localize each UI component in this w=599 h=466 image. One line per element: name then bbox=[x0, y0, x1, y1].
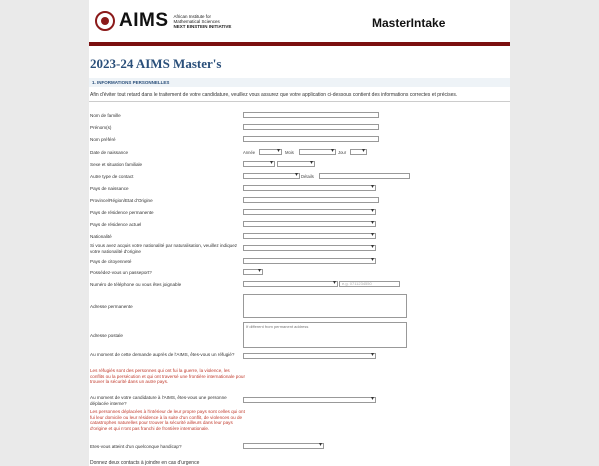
mois-select[interactable] bbox=[299, 149, 336, 155]
nationalite-origine-select[interactable] bbox=[243, 245, 376, 251]
label-prenoms: Prénom(s) bbox=[90, 125, 112, 130]
emergency-contacts-text: Donnez deux contacts à joindre en cas d'urgence bbox=[90, 460, 200, 466]
province-input[interactable] bbox=[243, 197, 379, 203]
logo-subtitle bbox=[174, 14, 232, 29]
citoyennete-select[interactable] bbox=[243, 258, 376, 264]
label-telephone: Numéro de téléphone ou vous êtes joignable bbox=[90, 282, 182, 287]
label-province: Province/Région/Etat d'Origine bbox=[90, 198, 153, 203]
nom-famille-input[interactable] bbox=[243, 112, 379, 118]
contact-details-input[interactable] bbox=[319, 173, 410, 179]
sexe-select[interactable] bbox=[243, 161, 275, 167]
nom-prefere-input[interactable] bbox=[243, 136, 379, 142]
label-handicap: Etes-vous atteint d'un quelconque handicap? bbox=[90, 444, 182, 449]
nationalite-select[interactable] bbox=[243, 233, 376, 239]
divider bbox=[89, 101, 510, 102]
label-residence-act: Pays de résidence actuel bbox=[90, 222, 142, 227]
label-annee: Année bbox=[243, 150, 256, 155]
intro-text: Afin d'éviter tout retard dans le traitement de votre candidature, veuillez vous assurez que votre application ci-dessous contient des informations correctes et précises. bbox=[90, 92, 458, 98]
section-title: 1. INFORMATIONS PERSONNELLES bbox=[89, 78, 510, 87]
residence-act-select[interactable] bbox=[243, 221, 376, 227]
label-residence-perm: Pays de résidence permanente bbox=[90, 210, 154, 215]
label-sexe: Sexe et situation familiale bbox=[90, 162, 143, 167]
adresse-perm-textarea[interactable] bbox=[243, 294, 407, 318]
label-pays-naissance: Pays de naissance bbox=[90, 186, 129, 191]
label-date-naissance: Date de naissance bbox=[90, 150, 129, 155]
aims-logo-icon bbox=[95, 11, 115, 31]
prenoms-input[interactable] bbox=[243, 124, 379, 130]
label-adresse-postale: Adresse postale bbox=[90, 333, 123, 338]
label-contact: Autre type de contact bbox=[90, 174, 134, 179]
label-adresse-perm: Adresse permanente bbox=[90, 304, 133, 309]
deplacee-select[interactable] bbox=[243, 397, 376, 403]
residence-perm-select[interactable] bbox=[243, 209, 376, 215]
refugie-select[interactable] bbox=[243, 353, 376, 359]
label-nom-prefere: Nom préféré bbox=[90, 137, 116, 142]
label-mois: Mois bbox=[285, 150, 294, 155]
label-passeport: Possédez-vous un passeport? bbox=[90, 270, 152, 275]
telephone-pays-select[interactable] bbox=[243, 281, 338, 287]
logo-sub-line: NEXT EINSTEIN INITIATIVE bbox=[173, 23, 232, 29]
pays-naissance-select[interactable] bbox=[243, 185, 376, 191]
deplacee-note: Les personnes déplacées à l'intérieur de leur propre pays sont celles qui ont fui leur domicile ou leur résidence à la suite d'un conflit, de violences ou de catastrophes naturelles pour trouver la sécurité ailleurs dans leur pays d'origine et qui n'ont pas franchi de frontière internationale. bbox=[90, 409, 245, 431]
jour-select[interactable] bbox=[350, 149, 367, 155]
aims-logo bbox=[95, 10, 231, 32]
label-nationalite: Nationalité bbox=[90, 234, 112, 239]
label-jour: Jour bbox=[338, 150, 347, 155]
contact-type-select[interactable] bbox=[243, 173, 300, 179]
telephone-input[interactable]: e.g. 0711234550 bbox=[339, 281, 400, 287]
page-title: 2023-24 AIMS Master's bbox=[90, 56, 222, 71]
label-deplacee: Au moment de votre candidature à l'AIMS, êtes-vous une personne déplacée interne? bbox=[90, 395, 227, 406]
app-title: MasterIntake bbox=[372, 16, 446, 30]
annee-select[interactable] bbox=[259, 149, 282, 155]
label-nom-famille: Nom de famille bbox=[90, 113, 121, 118]
situation-select[interactable] bbox=[277, 161, 315, 167]
label-naturalisation: Si vous avez acquis votre nationalité par naturalisation, veuillez indiquez votre nationalité d'origine bbox=[90, 243, 238, 254]
adresse-postale-textarea[interactable]: If different from permanent address bbox=[243, 322, 407, 348]
label-refugie: Au moment de cette demande auprès de l'AIMS, êtes-vous un réfugié? bbox=[90, 352, 235, 357]
label-citoyennete: Pays de citoyenneté bbox=[90, 259, 132, 264]
handicap-select[interactable] bbox=[243, 443, 324, 449]
logo-sub-line: Mathematical Sciences bbox=[173, 18, 220, 24]
refugie-note: Les réfugiés sont des personnes qui ont fui la guerre, la violence, les conflits ou la persécution et qui ont traversé une frontière internationale pour trouver la sécurité dans un autre pays. bbox=[90, 368, 246, 385]
header-bar bbox=[89, 42, 510, 46]
header bbox=[89, 0, 510, 42]
label-details: Détails bbox=[301, 174, 314, 179]
form-page bbox=[89, 0, 510, 466]
passeport-select[interactable] bbox=[243, 269, 263, 275]
logo-text: AIMS bbox=[119, 10, 169, 31]
logo-sub-line: African Institute for bbox=[173, 13, 212, 19]
